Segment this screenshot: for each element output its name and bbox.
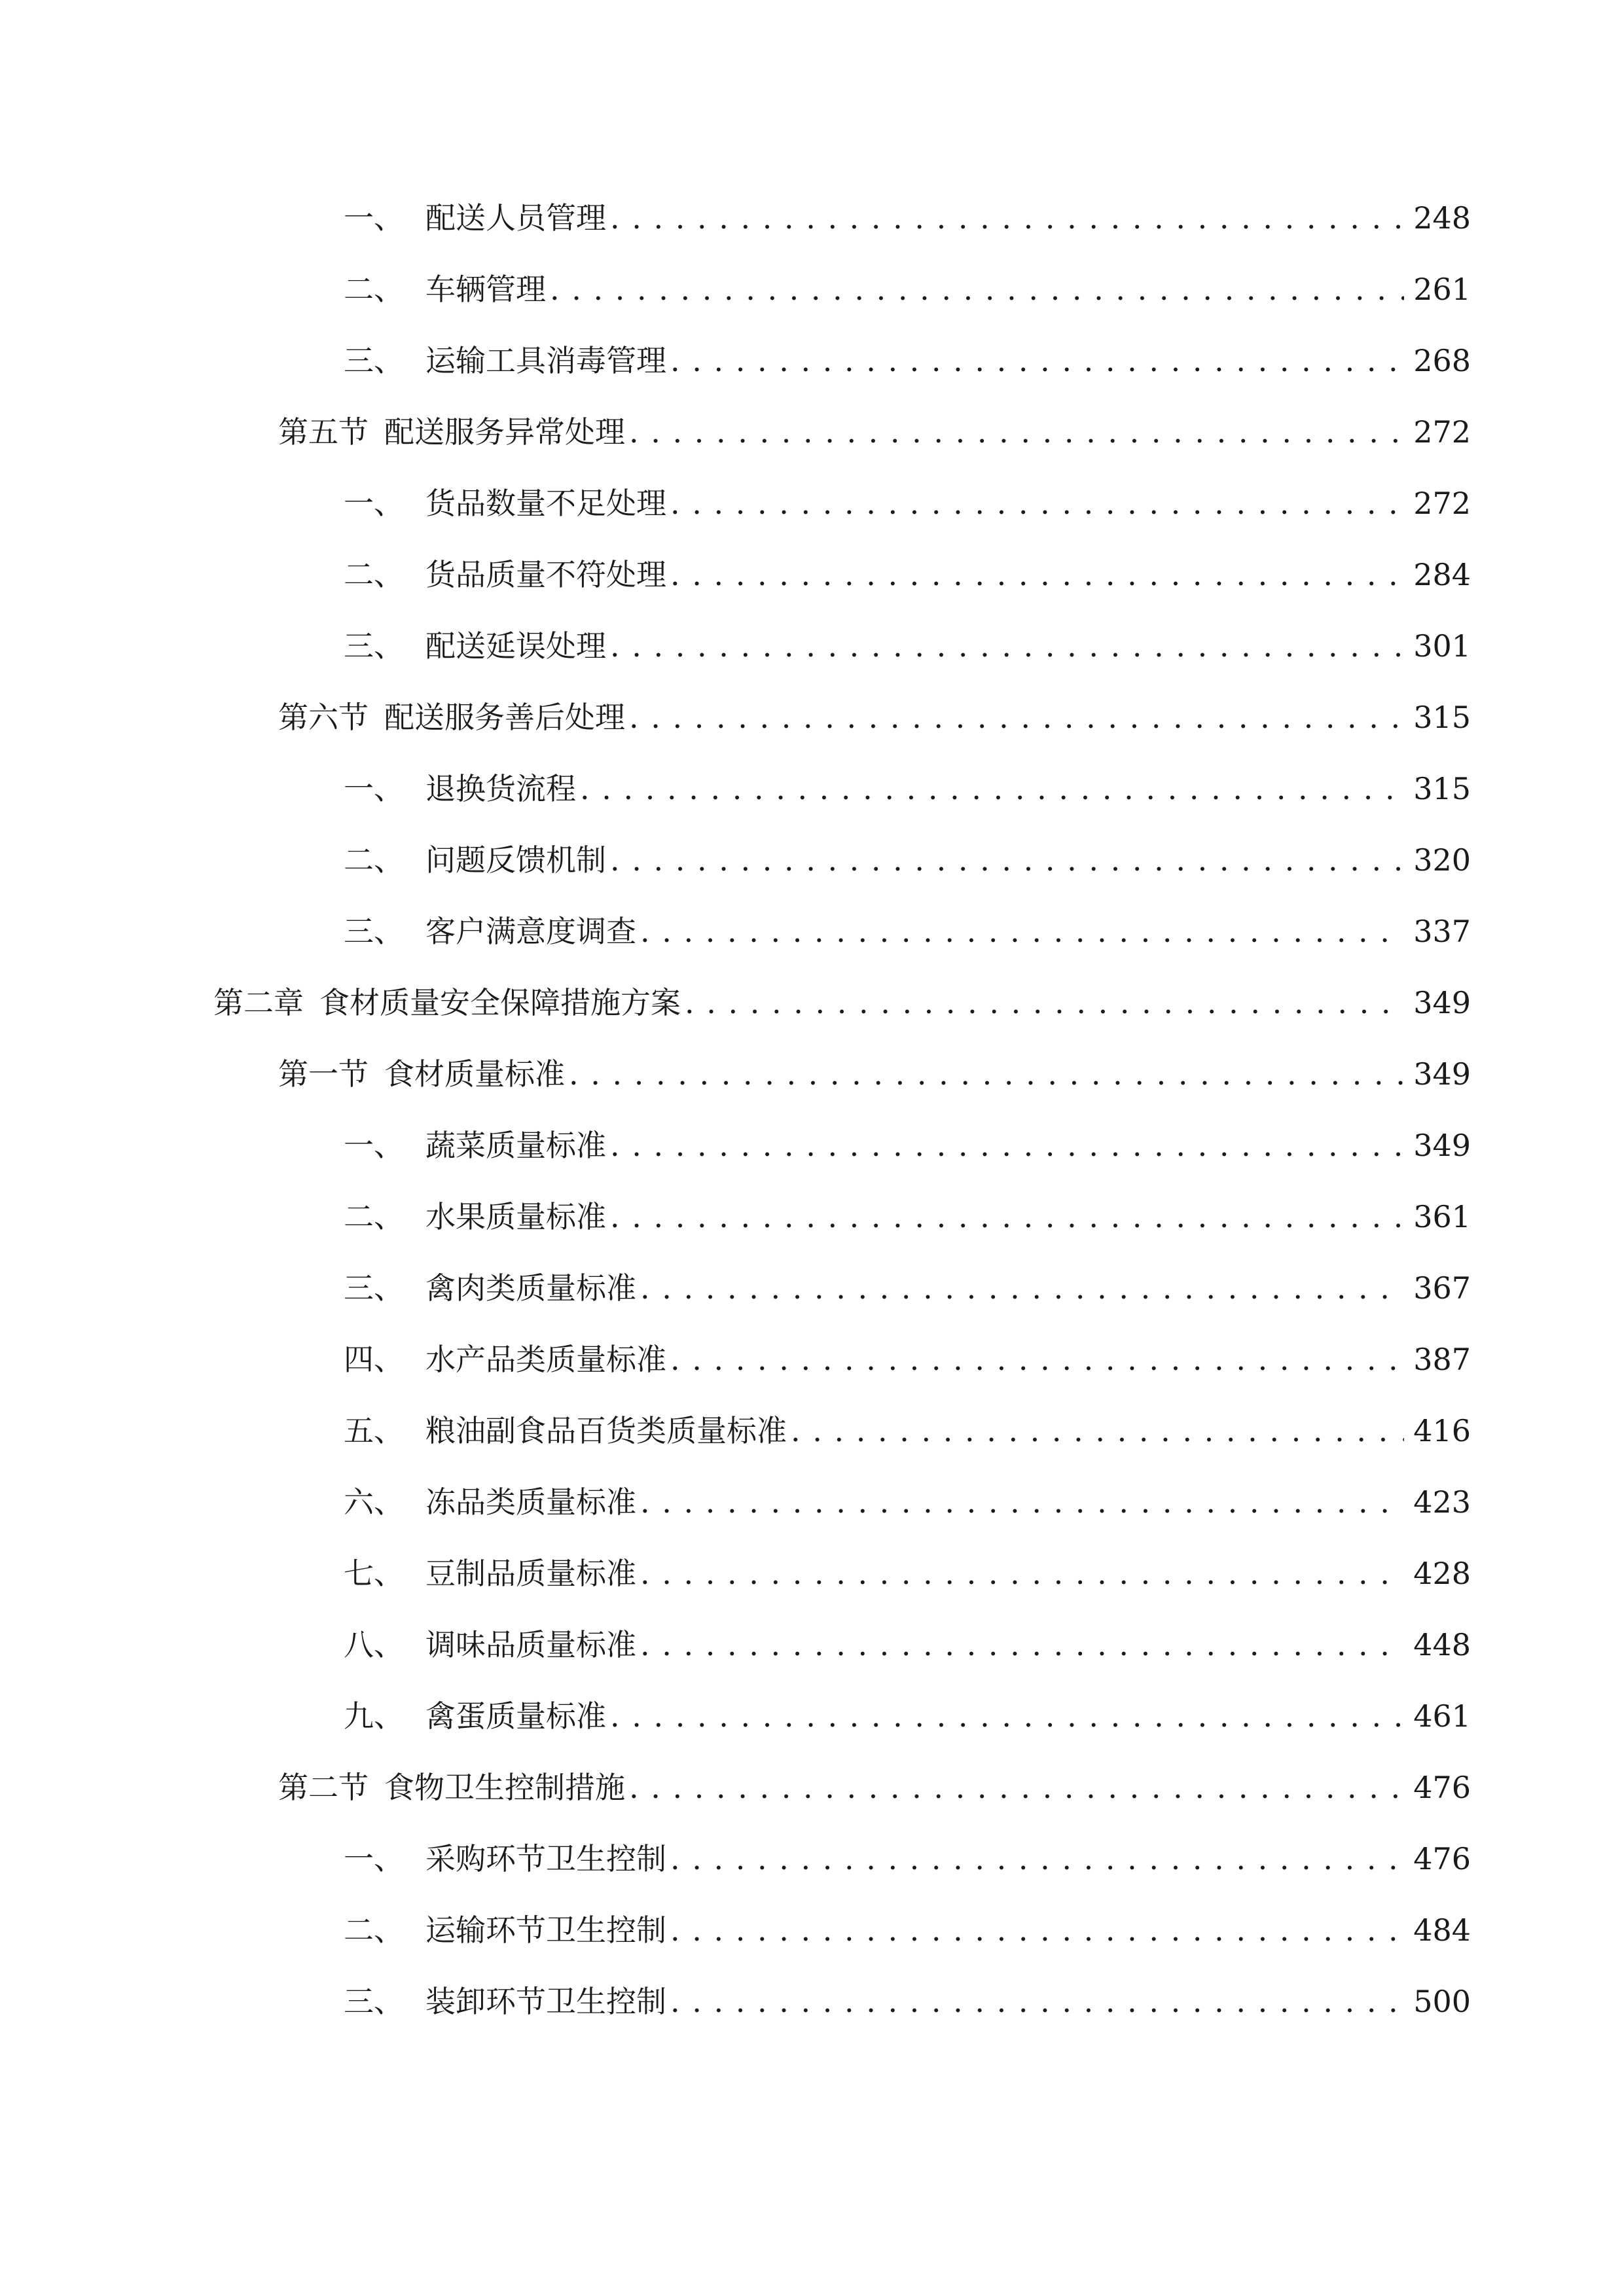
toc-entry-title: 退换货流程 <box>425 771 576 806</box>
toc-entry-number: 二、 <box>344 842 404 878</box>
toc-entry[interactable] <box>344 1268 1471 1308</box>
toc-entry-page: 320 <box>1413 842 1471 878</box>
toc-entry-number: 七、 <box>344 1556 404 1591</box>
toc-entry-number: 一、 <box>344 771 404 806</box>
toc-entry-title: 车辆管理 <box>425 272 546 307</box>
toc-entry-page: 272 <box>1413 414 1471 450</box>
toc-entry-number: 二、 <box>344 272 404 307</box>
toc-dot-leader <box>670 1910 1404 1950</box>
toc-entry[interactable] <box>344 912 1471 951</box>
toc-dot-leader <box>640 1625 1404 1664</box>
toc-entry[interactable] <box>213 983 1471 1022</box>
toc-entry-title: 货品质量不符处理 <box>425 557 666 592</box>
toc-entry[interactable] <box>278 1768 1471 1807</box>
toc-entry-page: 361 <box>1413 1199 1471 1234</box>
toc-dot-leader <box>670 341 1404 380</box>
toc-dot-leader <box>610 1197 1404 1236</box>
toc-entry-title: 食材质量标准 <box>384 1056 565 1092</box>
toc-entry-page: 448 <box>1413 1627 1471 1662</box>
toc-entry-number: 三、 <box>344 343 404 378</box>
toc-entry-number: 二、 <box>344 1912 404 1948</box>
toc-entry-title: 冻品类质量标准 <box>425 1484 636 1520</box>
toc-entry-page: 301 <box>1413 628 1471 664</box>
toc-entry-page: 461 <box>1413 1698 1471 1734</box>
toc-entry[interactable] <box>344 484 1471 523</box>
toc-entry[interactable] <box>278 412 1471 452</box>
toc-entry-title: 采购环节卫生控制 <box>425 1841 666 1876</box>
toc-entry-title: 水果质量标准 <box>425 1199 606 1234</box>
toc-dot-leader <box>580 769 1404 808</box>
toc-entry-page: 268 <box>1413 343 1471 378</box>
toc-entry-number: 五、 <box>344 1413 404 1448</box>
toc-dot-leader <box>610 626 1404 666</box>
toc-entry-number: 二、 <box>344 1199 404 1234</box>
toc-entry-number: 一、 <box>344 1841 404 1876</box>
toc-entry-title: 水产品类质量标准 <box>425 1342 666 1377</box>
toc-entry-page: 349 <box>1413 1056 1471 1092</box>
toc-entry-title: 配送服务善后处理 <box>384 700 625 735</box>
toc-entry-title: 货品数量不足处理 <box>425 486 666 521</box>
toc-entry[interactable] <box>344 1411 1471 1450</box>
toc-entry-title: 调味品质量标准 <box>425 1627 636 1662</box>
toc-entry-number: 第二节 <box>278 1770 369 1805</box>
toc-entry-number: 六、 <box>344 1484 404 1520</box>
toc-entry-page: 428 <box>1413 1556 1471 1591</box>
toc-entry-title: 配送人员管理 <box>425 200 606 236</box>
toc-entry[interactable] <box>344 1554 1471 1593</box>
toc-dot-leader <box>569 1054 1404 1094</box>
toc-entry-title: 装卸环节卫生控制 <box>425 1984 666 2019</box>
toc-entry[interactable] <box>344 555 1471 594</box>
toc-entry-title: 食物卫生控制措施 <box>384 1770 625 1805</box>
toc-entry-page: 315 <box>1413 771 1471 806</box>
toc-dot-leader <box>610 840 1404 880</box>
toc-entry-page: 315 <box>1413 700 1471 735</box>
toc-entry-number: 九、 <box>344 1698 404 1734</box>
toc-entry-title: 食材质量安全保障措施方案 <box>319 985 681 1020</box>
toc-entry-title: 禽肉类质量标准 <box>425 1270 636 1306</box>
toc-dot-leader <box>640 1268 1404 1308</box>
toc-dot-leader <box>670 1340 1404 1379</box>
toc-entry-number: 三、 <box>344 1984 404 2019</box>
toc-entry-page: 423 <box>1413 1484 1471 1520</box>
toc-entry-title: 运输工具消毒管理 <box>425 343 666 378</box>
toc-entry[interactable] <box>344 1625 1471 1664</box>
toc-entry-page: 476 <box>1413 1841 1471 1876</box>
toc-entry[interactable] <box>344 1340 1471 1379</box>
toc-entry-number: 三、 <box>344 914 404 949</box>
toc-entry[interactable] <box>344 1910 1471 1950</box>
toc-dot-leader <box>640 912 1404 951</box>
toc-entry[interactable] <box>344 769 1471 808</box>
toc-entry[interactable] <box>344 341 1471 380</box>
toc-entry-number: 第一节 <box>278 1056 369 1092</box>
toc-entry-number: 一、 <box>344 200 404 236</box>
toc-entry-page: 484 <box>1413 1912 1471 1948</box>
toc-entry-page: 367 <box>1413 1270 1471 1306</box>
toc-entry[interactable] <box>344 1482 1471 1522</box>
toc-entry[interactable] <box>344 1126 1471 1165</box>
toc-entry-number: 二、 <box>344 557 404 592</box>
toc-entry-title: 运输环节卫生控制 <box>425 1912 666 1948</box>
toc-entry-page: 387 <box>1413 1342 1471 1377</box>
toc-entry-title: 蔬菜质量标准 <box>425 1128 606 1163</box>
toc-entry[interactable] <box>344 1197 1471 1236</box>
toc-entry-page: 248 <box>1413 200 1471 236</box>
toc-entry-number: 三、 <box>344 628 404 664</box>
toc-entry[interactable] <box>344 1982 1471 2021</box>
toc-entry[interactable] <box>344 1696 1471 1736</box>
toc-dot-leader <box>629 1768 1404 1807</box>
toc-dot-leader <box>550 270 1404 309</box>
toc-entry-title: 豆制品质量标准 <box>425 1556 636 1591</box>
toc-dot-leader <box>610 1126 1404 1165</box>
toc-dot-leader <box>640 1554 1404 1593</box>
toc-dot-leader <box>670 1982 1404 2021</box>
toc-entry[interactable] <box>344 1839 1471 1878</box>
toc-entry-title: 问题反馈机制 <box>425 842 606 878</box>
toc-entry-number: 第六节 <box>278 700 369 735</box>
toc-entry-title: 配送延误处理 <box>425 628 606 664</box>
toc-entry-title: 客户满意度调查 <box>425 914 636 949</box>
toc-entry-number: 八、 <box>344 1627 404 1662</box>
toc-entry-page: 272 <box>1413 486 1471 521</box>
toc-entry-page: 261 <box>1413 272 1471 307</box>
toc-entry[interactable] <box>278 698 1471 737</box>
toc-entry[interactable] <box>278 1054 1471 1094</box>
toc-entry-page: 284 <box>1413 557 1471 592</box>
toc-entry-page: 349 <box>1413 1128 1471 1163</box>
toc-dot-leader <box>629 412 1404 452</box>
toc-entry-number: 四、 <box>344 1342 404 1377</box>
toc-dot-leader <box>685 983 1404 1022</box>
toc-entry-title: 粮油副食品百货类质量标准 <box>425 1413 787 1448</box>
toc-dot-leader <box>610 198 1404 238</box>
toc-dot-leader <box>670 555 1404 594</box>
toc-dot-leader <box>610 1696 1404 1736</box>
toc-entry-number: 三、 <box>344 1270 404 1306</box>
toc-entry-title: 配送服务异常处理 <box>384 414 625 450</box>
toc-dot-leader <box>670 484 1404 523</box>
toc-entry-page: 416 <box>1413 1413 1471 1448</box>
toc-entry-page: 500 <box>1413 1984 1471 2019</box>
toc-entry-page: 337 <box>1413 914 1471 949</box>
toc-entry[interactable] <box>344 270 1471 309</box>
toc-dot-leader <box>640 1482 1404 1522</box>
toc-entry[interactable] <box>344 626 1471 666</box>
toc-entry-page: 476 <box>1413 1770 1471 1805</box>
toc-entry-number: 第五节 <box>278 414 369 450</box>
toc-entry-page: 349 <box>1413 985 1471 1020</box>
toc-entry-number: 一、 <box>344 1128 404 1163</box>
toc-entry-number: 第二章 <box>213 985 304 1020</box>
toc-dot-leader <box>670 1839 1404 1878</box>
toc-entry[interactable] <box>344 198 1471 238</box>
toc-entry-number: 一、 <box>344 486 404 521</box>
toc-dot-leader <box>791 1411 1404 1450</box>
toc-entry[interactable] <box>344 840 1471 880</box>
toc-entry-title: 禽蛋质量标准 <box>425 1698 606 1734</box>
toc-dot-leader <box>629 698 1404 737</box>
